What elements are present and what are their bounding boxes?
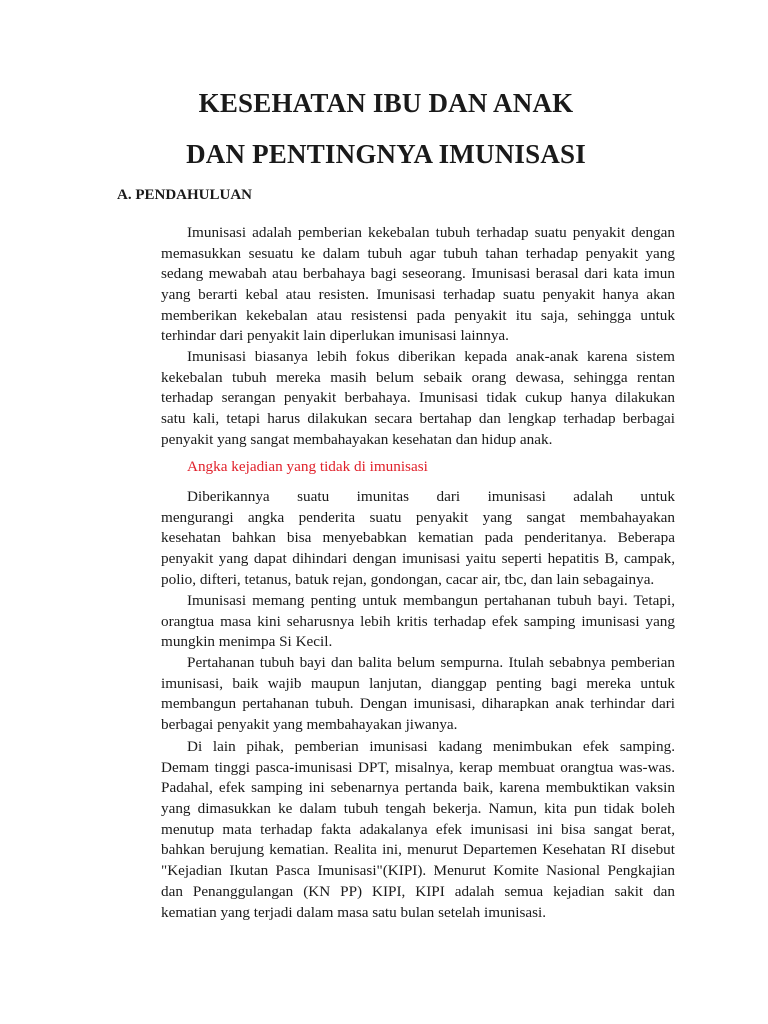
paragraph-line: membangun pertahanan tubuh. Dengan imunisasi, diharapkan anak terhindar dari (161, 695, 675, 713)
paragraph-line: memasukkan sesuatu ke dalam tubuh agar tubuh tahan terhadap penyakit yang (161, 244, 675, 262)
paragraph-line: kesehatan bahkan bisa menyebabkan kematian pada penderitanya. Beberapa (161, 529, 675, 547)
paragraph-line: Imunisasi adalah pemberian kekebalan tubuh terhadap suatu penyakit dengan (187, 224, 675, 241)
paragraph (161, 737, 675, 923)
paragraph (161, 653, 675, 736)
document-title-line-2: DAN PENTINGNYA IMUNISASI (186, 139, 586, 169)
paragraph-line: satu kali, tetapi harus dilakukan secara bertahap dan lengkap terhadap berbagai (161, 410, 675, 428)
paragraph-line: memberikan kekebalan atau resistensi pada penyakit itu saja, sehingga untuk (161, 306, 675, 324)
paragraph-line: Padahal, efek samping ini sebenarnya pertanda baik, karena membuktikan vaksin (161, 779, 675, 797)
paragraph-line: terhadap serangan penyakit berbahaya. Imunisasi tidak cukup hanya dilakukan (161, 389, 675, 407)
red-subheading: Angka kejadian yang tidak di imunisasi (187, 458, 428, 475)
paragraph (161, 487, 675, 590)
paragraph-line: polio, difteri, tetanus, batuk rejan, gondongan, cacar air, tbc, dan lain sebagainya. (161, 570, 655, 588)
paragraph-line: kekebalan tubuh mereka masih belum sebaik orang dewasa, sehingga rentan (161, 368, 675, 386)
document-title-line-1: KESEHATAN IBU DAN ANAK (198, 88, 574, 118)
paragraph-line: penyakit yang dapat dihindari dengan imunisasi yaitu seperti hepatitis B, campak, (161, 550, 675, 568)
paragraph-line: yang dimasukkan ke dalam tubuh tengah bekerja. Namun, kita pun tidak boleh (161, 800, 675, 818)
section-heading: A. PENDAHULUAN (117, 187, 252, 203)
paragraph-line: mungkin menimpa Si Kecil. (161, 633, 333, 651)
paragraph-line: Imunisasi biasanya lebih fokus diberikan kepada anak-anak karena sistem (187, 348, 675, 365)
paragraph-line: Pertahanan tubuh bayi dan balita belum sempurna. Itulah sebabnya pemberian (187, 654, 675, 671)
paragraph-line: bahkan berujung kematian. Realita ini, menurut Departemen Kesehatan RI disebut (161, 841, 675, 859)
paragraph-line: orangtua masa kini seharusnya lebih kritis terhadap efek samping imunisasi yang (161, 612, 675, 630)
paragraph-line: menutup mata terhadap fakta adakalanya efek imunisasi ini bisa sangat berat, (161, 820, 675, 838)
paragraph-line: Di lain pihak, pemberian imunisasi kadang menimbukan efek samping. (187, 738, 675, 755)
paragraph-line: imunisasi, baik wajib maupun lanjutan, dianggap penting bagi mereka untuk (161, 674, 675, 692)
paragraph-line: sedang mewabah atau berbahaya bagi seseorang. Imunisasi berasal dari kata imun (161, 265, 675, 283)
paragraph-line: Diberikannya suatu imunitas dari imunisasi adalah untuk (187, 488, 675, 505)
paragraph-line: dan Penanggulangan (KN PP) KIPI, KIPI adalah semua kejadian sakit dan (161, 882, 675, 900)
paragraph-line: Imunisasi memang penting untuk membangun pertahanan tubuh bayi. Tetapi, (187, 592, 675, 609)
paragraph-line: mengurangi angka penderita suatu penyakit yang sangat membahayakan (161, 508, 675, 526)
paragraph (161, 347, 675, 450)
paragraph-line: kematian yang terjadi dalam masa satu bulan setelah imunisasi. (161, 903, 547, 921)
paragraph-line: penyakit yang sangat membahayakan kesehatan dan hidup anak. (161, 430, 553, 448)
paragraph (161, 223, 675, 347)
paragraph-line: Demam tinggi pasca-imunisasi DPT, misalnya, kerap membuat orangtua was-was. (161, 758, 675, 776)
paragraph (161, 591, 675, 653)
paragraph-line: terhindar dari penyakit lain diperlukan imunisasi lainnya. (161, 327, 509, 345)
paragraph-line: berbagai penyakit yang membahayakan jiwanya. (161, 716, 458, 734)
paragraph-line: "Kejadian Ikutan Pasca Imunisasi"(KIPI). Menurut Komite Nasional Pengkajian (161, 862, 675, 880)
paragraph-line: yang berarti kebal atau resisten. Imunisasi terhadap suatu penyakit hanya akan (161, 286, 675, 304)
